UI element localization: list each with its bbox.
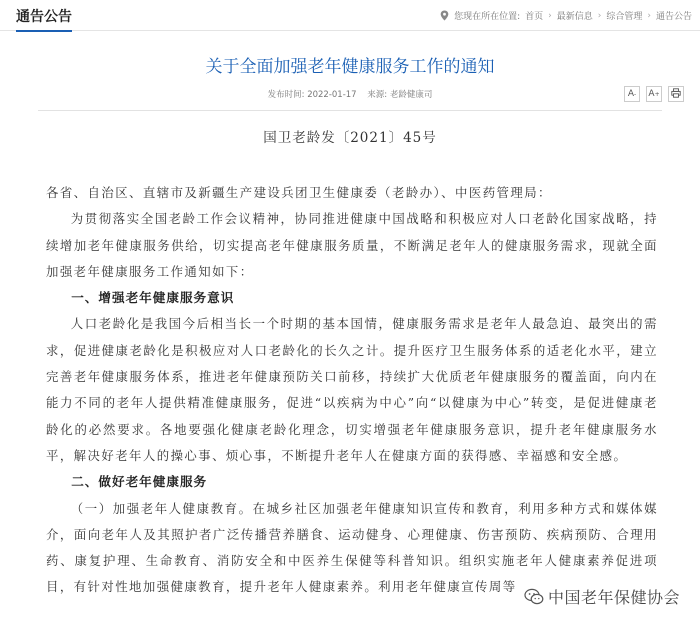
watermark bbox=[520, 585, 684, 608]
printer-icon bbox=[671, 88, 681, 101]
article-meta bbox=[0, 88, 700, 100]
section-heading: 一、增强老年健康服务意识 bbox=[71, 290, 235, 306]
breadcrumb-home[interactable]: 首页 bbox=[525, 12, 544, 22]
breadcrumb-separator: › bbox=[597, 10, 602, 21]
breadcrumb-general[interactable]: 综合管理 bbox=[606, 12, 643, 22]
font-larger-button[interactable]: A + bbox=[646, 86, 662, 102]
location-pin-icon bbox=[440, 10, 449, 21]
publish-time: 发布时间: 2022-01-17 bbox=[267, 90, 357, 100]
breadcrumb-notices[interactable]: 通告公告 bbox=[655, 12, 692, 22]
address-line: 各省、自治区、直辖市及新疆生产建设兵团卫生健康委（老龄办）、中医药管理局： bbox=[46, 185, 552, 200]
document-number: 国卫老龄发〔2021〕45号 bbox=[263, 130, 437, 146]
body-paragraph: 为贯彻落实全国老龄工作会议精神，协同推进健康中国战略和积极应对人口老龄化国家战略，持续增加老年健康服务供给，切实提高老年健康服务质量，不断满足老年人的健康服务需求，现就全面加强老年健康服务工作通知如下： bbox=[46, 211, 658, 279]
breadcrumb bbox=[440, 9, 692, 22]
section-title: 通告公告 bbox=[16, 6, 72, 32]
font-smaller-button[interactable]: A - bbox=[624, 86, 640, 102]
font-smaller-label: A bbox=[627, 89, 634, 99]
body-paragraph: 人口老龄化是我国今后相当长一个时期的基本国情，健康服务需求是老年人最急迫、最突出的需求，促进健康老龄化是积极应对人口老龄化的长久之计。提升医疗卫生服务体系的适老化水平，建立完善老年健康服务体系，推进老年健康预防关口前移，持续扩大优质老年健康服务的覆盖面，向内在能力不同的老年人提供精准健康服务，促进“以疾病为中心”向“以健康为中心”转变，是促进健康老龄化的必然要求。各地要强化健康老龄化理念，切实增强老年健康服务意识，提升老年健康服务水平，解决好老年人的操心事、烦心事，不断提升老年人在健康方面的获得感、幸福感和安全感。 bbox=[46, 316, 658, 463]
wechat-icon bbox=[524, 588, 544, 606]
body-paragraph: （一）加强老年人健康教育。在城乡社区加强老年健康知识宣传和教育，利用多种方式和媒体媒介，面向老年人及其照护者广泛传播营养膳食、运动健身、心理健康、伤害预防、疾病预防、合理用药、康复护理、生命教育、消防安全和中医养生保健等科普知识。组织实施老年人健康素养促进项目，有针对性地加强健康教育，提升老年人健康素养。利用老年健康宣传周等 bbox=[46, 500, 658, 595]
breadcrumb-separator: › bbox=[548, 10, 552, 21]
title-divider bbox=[38, 110, 662, 111]
watermark-text: 中国老年保健协会 bbox=[547, 588, 680, 607]
article-tools bbox=[624, 86, 684, 102]
top-bar bbox=[0, 0, 700, 31]
breadcrumb-latest[interactable]: 最新信息 bbox=[556, 12, 593, 22]
article-body bbox=[46, 180, 658, 601]
breadcrumb-separator: › bbox=[647, 10, 651, 21]
print-button[interactable] bbox=[668, 86, 684, 102]
section-heading: 二、做好老年健康服务 bbox=[71, 474, 208, 490]
font-larger-label: A bbox=[648, 89, 655, 99]
breadcrumb-prefix: 您现在所在位置: bbox=[454, 12, 521, 22]
article-source: 来源: 老龄健康司 bbox=[367, 90, 433, 100]
article-title: 关于全面加强老年健康服务工作的通知 bbox=[205, 57, 495, 77]
